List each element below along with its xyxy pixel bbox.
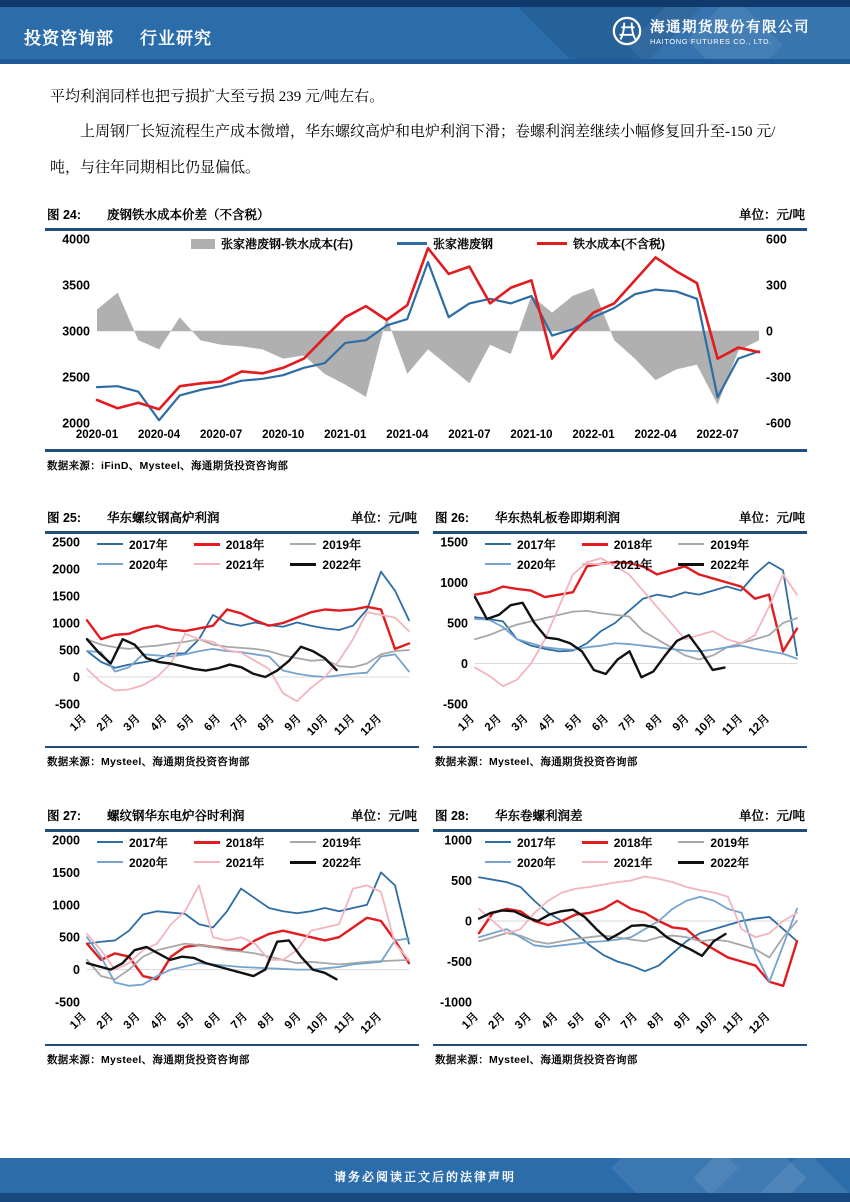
figure-title: 华东热轧板卷即期利润 (495, 511, 621, 525)
header-top-strip (0, 0, 850, 7)
company-name-cn: 海通期货股份有限公司 (650, 20, 810, 36)
legend-label: 2019年 (710, 835, 750, 850)
svg-text:-500: -500 (446, 954, 472, 969)
figure-label: 图 28: (435, 809, 470, 823)
figure-28-legend (485, 834, 749, 871)
legend-label: 2020年 (517, 855, 556, 870)
svg-text:2020-01: 2020-01 (75, 429, 119, 441)
svg-text:2500: 2500 (62, 370, 90, 385)
svg-text:7月: 7月 (228, 1010, 251, 1032)
svg-text:2020-10: 2020-10 (262, 429, 305, 441)
figure-26-chart-area (433, 534, 807, 746)
svg-text:1500: 1500 (440, 535, 468, 549)
legend-line-swatch (290, 543, 316, 545)
svg-text:-1000: -1000 (440, 995, 472, 1009)
data-source: 数据来源：iFinD、Mysteel、海通期货投资咨询部 (47, 460, 289, 472)
svg-text:600: 600 (766, 232, 787, 247)
legend-line-swatch (582, 543, 608, 546)
legend-line-swatch (485, 861, 511, 863)
legend-item (191, 235, 353, 252)
figure-27 (45, 804, 419, 1067)
legend-item (582, 536, 653, 553)
svg-text:2022-01: 2022-01 (572, 429, 615, 441)
svg-text:10月: 10月 (693, 1010, 720, 1036)
legend-label: 2018年 (613, 537, 653, 552)
svg-text:500: 500 (59, 643, 80, 657)
figure-28-header (433, 804, 807, 829)
svg-text:4000: 4000 (62, 232, 90, 247)
legend-label: 2022年 (710, 855, 750, 870)
legend-item (194, 854, 265, 871)
svg-text:3500: 3500 (62, 278, 90, 293)
figure-24-legend (97, 235, 759, 252)
svg-text:12月: 12月 (746, 712, 773, 738)
svg-text:2月: 2月 (94, 1010, 116, 1032)
figure-label: 图 27: (47, 809, 82, 823)
legend-line-swatch (97, 563, 123, 565)
svg-text:3月: 3月 (121, 1010, 143, 1032)
legend-line-swatch (485, 563, 511, 565)
svg-text:6月: 6月 (202, 1010, 224, 1032)
svg-text:1500: 1500 (52, 865, 80, 880)
svg-text:3月: 3月 (121, 712, 143, 734)
svg-text:12月: 12月 (358, 712, 385, 738)
legend-label: 2021年 (613, 557, 653, 572)
svg-text:8月: 8月 (645, 1010, 667, 1032)
legend-item (678, 556, 749, 573)
legend-bar-swatch (191, 239, 215, 249)
paragraph: 平均利润同样也把亏损扩大至亏损 239 元/吨左右。 (50, 89, 385, 105)
legend-item (678, 834, 749, 851)
legend-line-swatch (194, 543, 220, 546)
svg-text:0: 0 (461, 656, 468, 671)
svg-text:10月: 10月 (304, 712, 331, 738)
legend-line-swatch (678, 563, 704, 566)
unit-label: 单位：元/吨 (739, 809, 805, 823)
legend-line-swatch (678, 841, 704, 843)
legend-label: 2019年 (710, 537, 750, 552)
svg-text:1月: 1月 (67, 1010, 90, 1032)
svg-text:2020-04: 2020-04 (137, 429, 181, 441)
legend-label: 2017年 (129, 835, 168, 850)
legend-label: 2017年 (129, 537, 168, 552)
legend-item (290, 834, 361, 851)
figure-26-legend (485, 536, 749, 573)
svg-text:2000: 2000 (52, 833, 80, 847)
legend-label: 2018年 (225, 835, 265, 850)
svg-text:-500: -500 (442, 697, 468, 711)
figure-title: 螺纹钢华东电炉谷时利润 (107, 809, 245, 823)
svg-text:1000: 1000 (440, 575, 468, 590)
legend-label: 2019年 (322, 537, 362, 552)
figure-title: 废钢铁水成本价差（不含税） (107, 208, 270, 222)
legend-line-swatch (678, 861, 704, 864)
svg-text:3000: 3000 (62, 324, 90, 339)
svg-text:2000: 2000 (52, 562, 80, 576)
legend-item (537, 235, 665, 252)
svg-text:8月: 8月 (255, 712, 277, 734)
legend-label: 2021年 (613, 855, 653, 870)
legend-label: 2022年 (322, 557, 362, 572)
page-header (0, 0, 850, 64)
legend-item (97, 854, 168, 871)
page-footer (0, 1158, 850, 1202)
paragraph: 上周钢厂长短流程生产成本微增，华东螺纹高炉和电炉利润下滑；卷螺利润差继续小幅修复回升至-150 元/吨，与往年同期相比仍显偏低。 (50, 124, 776, 176)
svg-text:5月: 5月 (175, 1010, 197, 1032)
svg-text:0: 0 (465, 914, 472, 928)
svg-text:6月: 6月 (590, 712, 612, 734)
figure-24 (45, 203, 807, 473)
legend-label: 张家港废钢 (432, 237, 493, 251)
legend-item (582, 854, 653, 871)
legend-label: 2021年 (225, 557, 265, 572)
svg-text:-300: -300 (766, 370, 792, 385)
legend-item (97, 834, 168, 851)
figure-28-chart-area (433, 832, 807, 1044)
svg-text:9月: 9月 (670, 712, 692, 734)
svg-text:2月: 2月 (94, 712, 116, 734)
haitong-logo-icon (612, 16, 642, 46)
figure-24-chart-area (45, 231, 807, 449)
svg-text:-500: -500 (54, 697, 80, 711)
unit-label: 单位：元/吨 (739, 208, 805, 222)
legend-line-swatch (290, 563, 316, 566)
svg-text:10月: 10月 (692, 712, 719, 738)
legend-item (290, 536, 361, 553)
svg-text:1500: 1500 (52, 589, 80, 603)
data-source: 数据来源：Mysteel、海通期货投资咨询部 (435, 756, 638, 768)
svg-text:2021-04: 2021-04 (386, 429, 429, 441)
svg-text:2500: 2500 (52, 535, 80, 549)
header-bottom-strip (0, 59, 850, 64)
svg-text:5月: 5月 (175, 712, 197, 734)
legend-item (290, 556, 361, 573)
figure-25-chart-area (45, 534, 419, 746)
svg-text:-600: -600 (766, 416, 792, 431)
doc-type-label: 行业研究 (140, 29, 212, 48)
figure-26 (433, 506, 807, 769)
figure-27-chart-area (45, 832, 419, 1044)
legend-line-swatch (397, 242, 427, 245)
legend-line-swatch (97, 841, 123, 843)
figure-27-legend (97, 834, 361, 871)
data-source: 数据来源：Mysteel、海通期货投资咨询部 (47, 1054, 250, 1066)
legend-label: 2020年 (129, 557, 168, 572)
svg-text:300: 300 (766, 278, 787, 293)
unit-label: 单位：元/吨 (351, 511, 417, 525)
svg-text:7月: 7月 (616, 712, 639, 734)
figure-label: 图 26: (435, 511, 470, 525)
header-title (24, 24, 238, 49)
svg-text:11月: 11月 (720, 1010, 747, 1036)
svg-text:8月: 8月 (643, 712, 665, 734)
legal-notice: 请务必阅读正文后的法律声明 (333, 1170, 516, 1184)
svg-text:5月: 5月 (565, 1010, 588, 1032)
svg-text:4月: 4月 (148, 712, 170, 734)
svg-text:6月: 6月 (592, 1010, 614, 1032)
legend-line-swatch (290, 861, 316, 864)
svg-text:3月: 3月 (512, 1010, 535, 1032)
svg-text:500: 500 (451, 873, 472, 888)
svg-text:1000: 1000 (52, 616, 80, 630)
svg-text:8月: 8月 (255, 1010, 277, 1032)
legend-item (582, 556, 653, 573)
legend-item (194, 536, 265, 553)
legend-line-swatch (194, 861, 220, 863)
legend-label: 张家港废钢-铁水成本(右) (220, 237, 353, 251)
svg-text:11月: 11月 (720, 712, 746, 738)
svg-text:0: 0 (73, 962, 80, 977)
legend-line-swatch (97, 861, 123, 863)
figure-25-header (45, 506, 419, 531)
svg-text:1月: 1月 (459, 1010, 482, 1032)
svg-text:2022-04: 2022-04 (634, 429, 677, 441)
figure-row-2 (45, 804, 807, 1067)
legend-label: 2020年 (129, 855, 168, 870)
body-text (50, 80, 802, 186)
unit-label: 单位：元/吨 (351, 809, 417, 823)
svg-text:2000: 2000 (62, 416, 90, 431)
legend-item (582, 834, 653, 851)
svg-text:2021-10: 2021-10 (510, 429, 553, 441)
legend-item (397, 235, 493, 252)
legend-item (97, 536, 168, 553)
figure-title: 华东螺纹钢高炉利润 (107, 511, 220, 525)
svg-text:9月: 9月 (671, 1010, 694, 1032)
svg-text:1000: 1000 (444, 833, 472, 847)
figure-28 (433, 804, 807, 1067)
legend-line-swatch (194, 563, 220, 565)
legend-item (97, 556, 168, 573)
legend-item (485, 854, 556, 871)
legend-label: 2018年 (613, 835, 653, 850)
footer-bottom-strip (0, 1193, 850, 1202)
svg-text:10月: 10月 (304, 1010, 331, 1036)
company-name (650, 16, 810, 46)
legend-label: 2019年 (322, 835, 362, 850)
figure-26-header (433, 506, 807, 531)
svg-text:11月: 11月 (332, 712, 358, 738)
company-logo (612, 16, 810, 46)
svg-text:2月: 2月 (486, 1010, 508, 1032)
legend-label: 2022年 (710, 557, 750, 572)
svg-text:500: 500 (447, 616, 468, 630)
svg-text:2022-07: 2022-07 (696, 429, 739, 441)
svg-text:3月: 3月 (509, 712, 531, 734)
legend-label: 2017年 (517, 537, 556, 552)
svg-text:9月: 9月 (282, 1010, 304, 1032)
legend-item (678, 536, 749, 553)
svg-text:2月: 2月 (482, 712, 504, 734)
legend-item (194, 834, 265, 851)
legend-label: 2017年 (517, 835, 556, 850)
legend-line-swatch (485, 841, 511, 843)
footer-band (0, 1158, 850, 1193)
svg-text:1月: 1月 (455, 712, 478, 734)
svg-text:12月: 12月 (746, 1010, 773, 1036)
svg-text:5月: 5月 (563, 712, 585, 734)
department-label: 投资咨询部 (24, 29, 114, 48)
svg-text:7月: 7月 (228, 712, 251, 734)
svg-text:6月: 6月 (202, 712, 224, 734)
figure-row-1 (45, 506, 807, 769)
legend-line-swatch (537, 242, 567, 245)
data-source: 数据来源：Mysteel、海通期货投资咨询部 (435, 1054, 638, 1066)
legend-line-swatch (290, 841, 316, 843)
legend-label: 2018年 (225, 537, 265, 552)
legend-item (290, 854, 361, 871)
company-name-en: HAITONG FUTURES CO., LTD. (650, 37, 772, 46)
legend-label: 2021年 (225, 855, 265, 870)
figure-24-header (45, 203, 807, 228)
figure-label: 图 25: (47, 511, 82, 525)
figure-title: 华东卷螺利润差 (495, 809, 583, 823)
svg-text:1月: 1月 (67, 712, 90, 734)
legend-item (485, 536, 556, 553)
figure-25 (45, 506, 419, 769)
legend-line-swatch (582, 841, 608, 844)
legend-item (485, 834, 556, 851)
legend-item (678, 854, 749, 871)
svg-text:12月: 12月 (358, 1010, 385, 1036)
svg-text:0: 0 (766, 324, 773, 339)
legend-line-swatch (678, 543, 704, 545)
svg-text:4月: 4月 (148, 1010, 170, 1032)
legend-item (485, 556, 556, 573)
svg-text:4月: 4月 (536, 712, 558, 734)
legend-line-swatch (582, 563, 608, 565)
legend-label: 铁水成本(不含税) (573, 237, 665, 251)
figure-27-header (45, 804, 419, 829)
svg-text:0: 0 (73, 670, 80, 684)
legend-line-swatch (485, 543, 511, 545)
svg-text:2021-01: 2021-01 (324, 429, 367, 441)
legend-label: 2022年 (322, 855, 362, 870)
svg-text:9月: 9月 (282, 712, 304, 734)
legend-line-swatch (194, 841, 220, 844)
legend-item (194, 556, 265, 573)
data-source: 数据来源：Mysteel、海通期货投资咨询部 (47, 756, 250, 768)
legend-label: 2020年 (517, 557, 556, 572)
svg-text:-500: -500 (54, 995, 80, 1009)
figure-25-legend (97, 536, 361, 573)
svg-text:500: 500 (59, 930, 80, 945)
figure-label: 图 24: (47, 208, 82, 222)
legend-line-swatch (582, 861, 608, 863)
svg-text:2020-07: 2020-07 (200, 429, 243, 441)
svg-text:4月: 4月 (539, 1010, 561, 1032)
svg-text:2021-07: 2021-07 (448, 429, 491, 441)
figure-24-chart (45, 231, 807, 449)
svg-text:11月: 11月 (332, 1010, 358, 1036)
unit-label: 单位：元/吨 (739, 511, 805, 525)
svg-text:7月: 7月 (618, 1010, 641, 1032)
legend-line-swatch (97, 543, 123, 545)
svg-text:1000: 1000 (52, 897, 80, 912)
